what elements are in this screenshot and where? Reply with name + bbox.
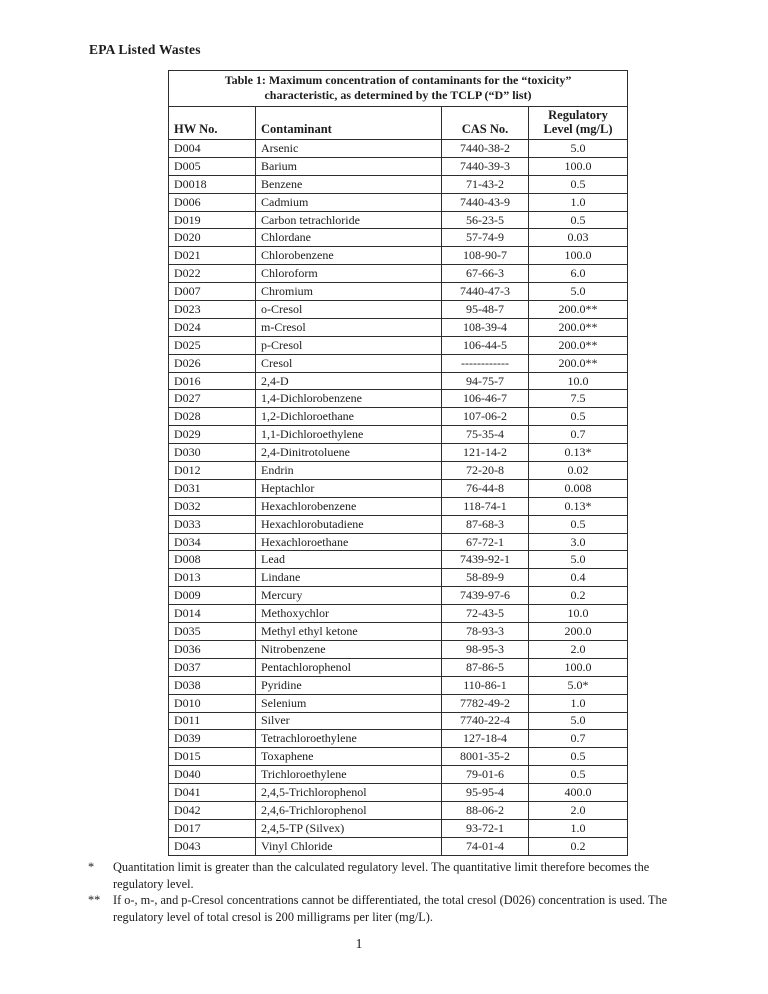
hw-no-cell: D0018 <box>169 175 256 193</box>
hw-no-cell: D042 <box>169 801 256 819</box>
table-row <box>169 390 628 408</box>
hw-no-cell: D029 <box>169 426 256 444</box>
contaminant-cell: Barium <box>256 157 442 175</box>
contaminant-cell: Chloroform <box>256 265 442 283</box>
table-row <box>169 229 628 247</box>
hw-no-cell: D021 <box>169 247 256 265</box>
cas-no-cell: 58-89-9 <box>442 569 529 587</box>
table-row <box>169 784 628 802</box>
hw-no-cell: D017 <box>169 819 256 837</box>
contaminant-cell: Arsenic <box>256 140 442 158</box>
cas-no-cell: 110-86-1 <box>442 676 529 694</box>
regulatory-level-cell: 5.0* <box>529 676 628 694</box>
cas-no-cell: 87-86-5 <box>442 658 529 676</box>
footnote-text: Quantitation limit is greater than the calculated regulatory level. The quantitative limit therefore becomes the regulatory level. <box>113 860 650 891</box>
table-row <box>169 140 628 158</box>
cas-no-cell: 121-14-2 <box>442 444 529 462</box>
cas-no-cell: 67-72-1 <box>442 533 529 551</box>
table-title-line2: characteristic, as determined by the TCLP (“D” list) <box>264 88 532 102</box>
table-row <box>169 819 628 837</box>
contaminant-cell: Hexachlorobenzene <box>256 497 442 515</box>
hw-no-cell: D032 <box>169 497 256 515</box>
table-body <box>169 140 628 856</box>
regulatory-level-cell: 400.0 <box>529 784 628 802</box>
regulatory-level-cell: 0.5 <box>529 515 628 533</box>
cas-no-cell: 7439-97-6 <box>442 587 529 605</box>
contaminant-cell: Toxaphene <box>256 748 442 766</box>
regulatory-level-cell: 0.7 <box>529 426 628 444</box>
table-row <box>169 175 628 193</box>
hw-no-cell: D026 <box>169 354 256 372</box>
table-row <box>169 676 628 694</box>
hw-no-cell: D008 <box>169 551 256 569</box>
regulatory-level-cell: 7.5 <box>529 390 628 408</box>
hw-no-cell: D020 <box>169 229 256 247</box>
cas-no-cell: 7440-43-9 <box>442 193 529 211</box>
cas-no-cell: 108-90-7 <box>442 247 529 265</box>
hw-no-cell: D007 <box>169 283 256 301</box>
regulatory-level-cell: 200.0** <box>529 336 628 354</box>
cas-no-cell: 127-18-4 <box>442 730 529 748</box>
column-header-row <box>169 107 628 140</box>
contaminant-cell: Carbon tetrachloride <box>256 211 442 229</box>
hw-no-cell: D004 <box>169 140 256 158</box>
table-row <box>169 301 628 319</box>
contaminant-cell: p-Cresol <box>256 336 442 354</box>
contaminant-cell: 2,4-Dinitrotoluene <box>256 444 442 462</box>
regulatory-level-cell: 0.7 <box>529 730 628 748</box>
table-head <box>169 71 628 140</box>
table-row <box>169 408 628 426</box>
contaminant-cell: Cresol <box>256 354 442 372</box>
table-row <box>169 748 628 766</box>
hw-no-cell: D041 <box>169 784 256 802</box>
hw-no-cell: D030 <box>169 444 256 462</box>
regulatory-level-cell: 0.5 <box>529 766 628 784</box>
table-row <box>169 318 628 336</box>
cas-no-cell: 87-68-3 <box>442 515 529 533</box>
contaminant-cell: Heptachlor <box>256 479 442 497</box>
hw-no-cell: D036 <box>169 640 256 658</box>
contaminant-cell: 1,4-Dichlorobenzene <box>256 390 442 408</box>
cas-no-cell: 78-93-3 <box>442 623 529 641</box>
regulatory-level-cell: 0.03 <box>529 229 628 247</box>
regulatory-level-cell: 0.5 <box>529 408 628 426</box>
cas-no-cell: 106-44-5 <box>442 336 529 354</box>
contaminant-cell: Benzene <box>256 175 442 193</box>
contaminant-cell: Vinyl Chloride <box>256 837 442 855</box>
hw-no-cell: D023 <box>169 301 256 319</box>
regulatory-level-cell: 5.0 <box>529 283 628 301</box>
cas-no-cell: 95-95-4 <box>442 784 529 802</box>
hw-no-cell: D025 <box>169 336 256 354</box>
regulatory-level-cell: 200.0** <box>529 301 628 319</box>
contaminant-cell: Nitrobenzene <box>256 640 442 658</box>
regulatory-level-cell: 100.0 <box>529 658 628 676</box>
cas-no-cell: 72-20-8 <box>442 462 529 480</box>
cas-no-cell: ------------ <box>442 354 529 372</box>
hw-no-cell: D037 <box>169 658 256 676</box>
hw-no-cell: D039 <box>169 730 256 748</box>
hw-no-cell: D043 <box>169 837 256 855</box>
table-row <box>169 730 628 748</box>
regulatory-level-cell: 10.0 <box>529 605 628 623</box>
cas-no-cell: 7440-47-3 <box>442 283 529 301</box>
table-row <box>169 640 628 658</box>
contaminant-cell: Lead <box>256 551 442 569</box>
regulatory-level-cell: 5.0 <box>529 712 628 730</box>
document-header: EPA Listed Wastes <box>89 42 201 57</box>
regulatory-level-cell: 0.2 <box>529 837 628 855</box>
contaminant-cell: 1,1-Dichloroethylene <box>256 426 442 444</box>
hw-no-cell: D011 <box>169 712 256 730</box>
page-number: 1 <box>355 937 363 952</box>
table-row <box>169 801 628 819</box>
hw-no-cell: D019 <box>169 211 256 229</box>
regulatory-level-cell: 5.0 <box>529 140 628 158</box>
contaminant-cell: Selenium <box>256 694 442 712</box>
hw-no-cell: D031 <box>169 479 256 497</box>
table-row <box>169 569 628 587</box>
table-row <box>169 658 628 676</box>
cas-no-cell: 118-74-1 <box>442 497 529 515</box>
hw-no-cell: D033 <box>169 515 256 533</box>
cas-no-cell: 88-06-2 <box>442 801 529 819</box>
hw-no-cell: D015 <box>169 748 256 766</box>
regulatory-level-cell: 2.0 <box>529 801 628 819</box>
footnote-text: If o-, m-, and p-Cresol concentrations cannot be differentiated, the total cresol (D026) concentration is used. The regulatory level of total cresol is 200 milligrams per liter (mg/L). <box>113 893 668 924</box>
hw-no-cell: D034 <box>169 533 256 551</box>
contaminant-cell: Methoxychlor <box>256 605 442 623</box>
table-row <box>169 497 628 515</box>
table-row <box>169 515 628 533</box>
hw-no-cell: D022 <box>169 265 256 283</box>
regulatory-level-cell: 200.0** <box>529 354 628 372</box>
cas-no-cell: 57-74-9 <box>442 229 529 247</box>
table-title-row <box>169 71 628 107</box>
table-row <box>169 354 628 372</box>
cas-no-cell: 106-46-7 <box>442 390 529 408</box>
table-row <box>169 712 628 730</box>
column-header-cas-no: CAS No. <box>442 107 529 140</box>
cas-no-cell: 98-95-3 <box>442 640 529 658</box>
regulatory-level-cell: 100.0 <box>529 157 628 175</box>
cas-no-cell: 75-35-4 <box>442 426 529 444</box>
table-row <box>169 766 628 784</box>
regulatory-level-cell: 0.13* <box>529 497 628 515</box>
cas-no-cell: 67-66-3 <box>442 265 529 283</box>
hw-no-cell: D016 <box>169 372 256 390</box>
hw-no-cell: D009 <box>169 587 256 605</box>
cas-no-cell: 95-48-7 <box>442 301 529 319</box>
contaminant-cell: Endrin <box>256 462 442 480</box>
cas-no-cell: 107-06-2 <box>442 408 529 426</box>
contaminant-cell: 2,4,5-Trichlorophenol <box>256 784 442 802</box>
regulatory-level-cell: 2.0 <box>529 640 628 658</box>
contaminant-cell: Hexachlorobutadiene <box>256 515 442 533</box>
regulatory-level-cell: 10.0 <box>529 372 628 390</box>
table-row <box>169 479 628 497</box>
table-row <box>169 837 628 855</box>
contaminant-cell: Chlorobenzene <box>256 247 442 265</box>
cas-no-cell: 74-01-4 <box>442 837 529 855</box>
contaminant-cell: Pyridine <box>256 676 442 694</box>
hw-no-cell: D040 <box>169 766 256 784</box>
hw-no-cell: D013 <box>169 569 256 587</box>
table-row <box>169 444 628 462</box>
contaminant-cell: Chromium <box>256 283 442 301</box>
table-title <box>169 71 628 107</box>
cas-no-cell: 7440-38-2 <box>442 140 529 158</box>
footnote-marker: ** <box>88 893 101 907</box>
contaminant-cell: Hexachloroethane <box>256 533 442 551</box>
hw-no-cell: D014 <box>169 605 256 623</box>
regulatory-level-cell: 0.008 <box>529 479 628 497</box>
footnote <box>88 892 668 925</box>
hw-no-cell: D035 <box>169 623 256 641</box>
table-row <box>169 247 628 265</box>
contaminant-cell: Tetrachloroethylene <box>256 730 442 748</box>
cas-no-cell: 76-44-8 <box>442 479 529 497</box>
contaminant-cell: Cadmium <box>256 193 442 211</box>
contaminant-cell: 1,2-Dichloroethane <box>256 408 442 426</box>
cas-no-cell: 7440-39-3 <box>442 157 529 175</box>
column-header-contaminant: Contaminant <box>256 107 442 140</box>
cas-no-cell: 7439-92-1 <box>442 551 529 569</box>
column-header-hw-no: HW No. <box>169 107 256 140</box>
regulatory-header-line1: Regulatory <box>548 108 608 122</box>
table-row <box>169 336 628 354</box>
regulatory-level-cell: 1.0 <box>529 694 628 712</box>
contaminant-cell: Silver <box>256 712 442 730</box>
table-row <box>169 283 628 301</box>
hw-no-cell: D006 <box>169 193 256 211</box>
contaminant-cell: o-Cresol <box>256 301 442 319</box>
contaminant-cell: Lindane <box>256 569 442 587</box>
cas-no-cell: 108-39-4 <box>442 318 529 336</box>
regulatory-level-cell: 0.13* <box>529 444 628 462</box>
regulatory-level-cell: 100.0 <box>529 247 628 265</box>
table-row <box>169 462 628 480</box>
table-row <box>169 551 628 569</box>
hw-no-cell: D038 <box>169 676 256 694</box>
regulatory-level-cell: 1.0 <box>529 819 628 837</box>
cas-no-cell: 71-43-2 <box>442 175 529 193</box>
cas-no-cell: 7782-49-2 <box>442 694 529 712</box>
regulatory-level-cell: 200.0** <box>529 318 628 336</box>
cas-no-cell: 56-23-5 <box>442 211 529 229</box>
contaminant-cell: 2,4-D <box>256 372 442 390</box>
hw-no-cell: D028 <box>169 408 256 426</box>
footnote-marker: * <box>88 860 95 874</box>
column-header-regulatory-level <box>529 107 628 140</box>
regulatory-level-cell: 0.02 <box>529 462 628 480</box>
contaminant-cell: 2,4,5-TP (Silvex) <box>256 819 442 837</box>
regulatory-level-cell: 0.5 <box>529 211 628 229</box>
footnote <box>88 859 668 892</box>
hw-no-cell: D012 <box>169 462 256 480</box>
hw-no-cell: D005 <box>169 157 256 175</box>
contaminants-table <box>168 70 628 856</box>
cas-no-cell: 8001-35-2 <box>442 748 529 766</box>
contaminant-cell: Methyl ethyl ketone <box>256 623 442 641</box>
table-title-line1: Table 1: Maximum concentration of contaminants for the “toxicity” <box>224 73 572 87</box>
regulatory-level-cell: 5.0 <box>529 551 628 569</box>
table-row <box>169 587 628 605</box>
contaminant-cell: Trichloroethylene <box>256 766 442 784</box>
hw-no-cell: D024 <box>169 318 256 336</box>
hw-no-cell: D027 <box>169 390 256 408</box>
hw-no-cell: D010 <box>169 694 256 712</box>
contaminant-cell: Mercury <box>256 587 442 605</box>
contaminant-cell: 2,4,6-Trichlorophenol <box>256 801 442 819</box>
table-row <box>169 193 628 211</box>
regulatory-level-cell: 0.5 <box>529 175 628 193</box>
table-row <box>169 623 628 641</box>
regulatory-level-cell: 0.5 <box>529 748 628 766</box>
table-row <box>169 694 628 712</box>
regulatory-level-cell: 0.4 <box>529 569 628 587</box>
table-row <box>169 265 628 283</box>
regulatory-level-cell: 0.2 <box>529 587 628 605</box>
table-row <box>169 605 628 623</box>
table-row <box>169 533 628 551</box>
footnotes-section <box>88 859 668 925</box>
table-row <box>169 211 628 229</box>
regulatory-level-cell: 3.0 <box>529 533 628 551</box>
cas-no-cell: 79-01-6 <box>442 766 529 784</box>
cas-no-cell: 72-43-5 <box>442 605 529 623</box>
contaminant-cell: m-Cresol <box>256 318 442 336</box>
regulatory-header-line2: Level (mg/L) <box>543 121 613 136</box>
regulatory-level-cell: 1.0 <box>529 193 628 211</box>
contaminant-cell: Pentachlorophenol <box>256 658 442 676</box>
contaminant-cell: Chlordane <box>256 229 442 247</box>
regulatory-level-cell: 200.0 <box>529 623 628 641</box>
table-row <box>169 426 628 444</box>
table-row <box>169 157 628 175</box>
cas-no-cell: 93-72-1 <box>442 819 529 837</box>
cas-no-cell: 94-75-7 <box>442 372 529 390</box>
regulatory-level-cell: 6.0 <box>529 265 628 283</box>
cas-no-cell: 7740-22-4 <box>442 712 529 730</box>
table-row <box>169 372 628 390</box>
